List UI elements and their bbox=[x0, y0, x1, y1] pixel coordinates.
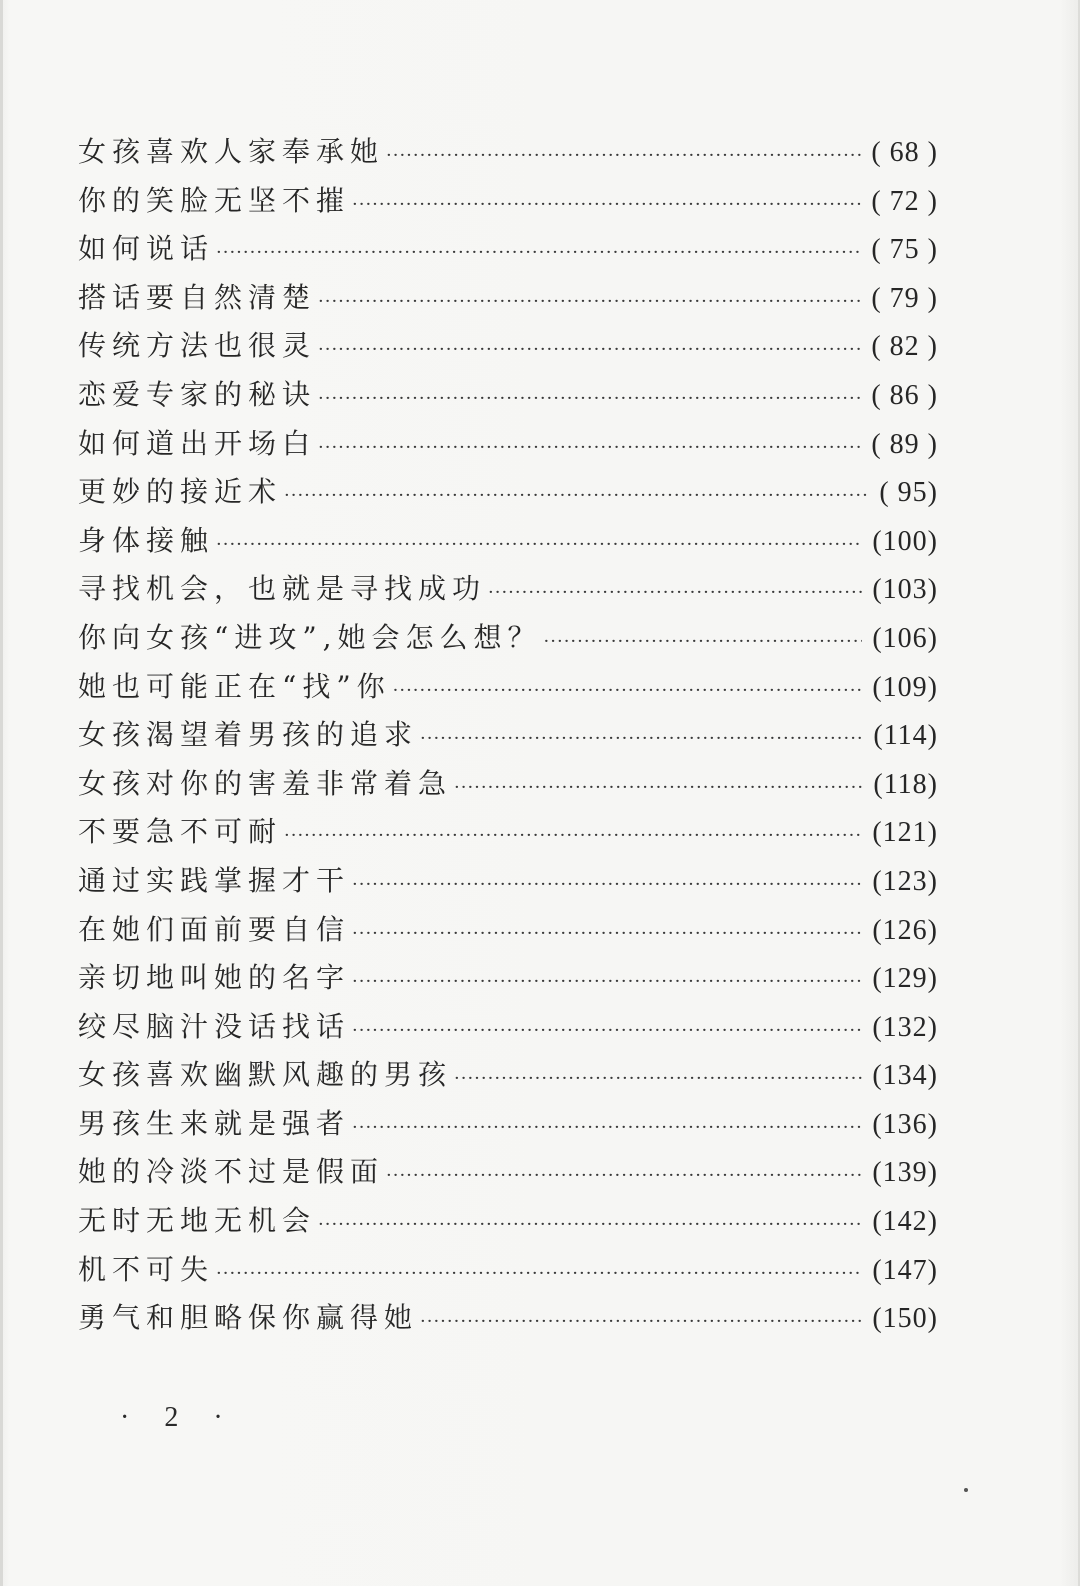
toc-entry-title: 寻找机会，也就是寻找成功 bbox=[78, 572, 487, 606]
toc-entry-title: 女孩喜欢人家奉承她 bbox=[78, 135, 385, 168]
toc-entry-title: 搭话要自然清楚 bbox=[78, 280, 317, 314]
toc-leader-dots bbox=[352, 181, 861, 230]
toc-leader-dots bbox=[284, 472, 869, 521]
toc-entry bbox=[78, 371, 938, 420]
page-number: · 2 · bbox=[120, 1402, 237, 1433]
toc-entry-title: 你向女孩“进攻”,她会怎么想？ bbox=[78, 620, 542, 654]
toc-entry bbox=[78, 614, 938, 663]
toc-entry bbox=[78, 1003, 938, 1052]
toc-leader-dots bbox=[386, 1152, 862, 1201]
toc-entry-title: 在她们面前要自信 bbox=[78, 912, 351, 946]
toc-entry-page: (126) bbox=[872, 914, 938, 946]
toc-entry bbox=[78, 1051, 938, 1100]
toc-entry bbox=[78, 711, 938, 760]
toc-entry-title: 女孩渴望着男孩的追求 bbox=[78, 718, 419, 752]
page-left-edge bbox=[0, 0, 3, 1586]
toc-entry-page: (109) bbox=[872, 671, 938, 703]
toc-entry bbox=[78, 517, 938, 566]
toc-leader-dots bbox=[386, 132, 861, 181]
toc-entry-page: (118) bbox=[873, 768, 938, 800]
toc-leader-dots bbox=[488, 569, 862, 618]
toc-leader-dots bbox=[420, 1298, 862, 1347]
toc-entry-title: 机不可失 bbox=[78, 1252, 215, 1286]
toc-entry-page: ( 79 ) bbox=[871, 282, 938, 314]
toc-entry-page: (132) bbox=[872, 1011, 938, 1043]
toc-entry-page: (114) bbox=[873, 720, 938, 752]
toc-entry-title: 她的冷淡不过是假面 bbox=[78, 1155, 385, 1189]
toc-entry-page: (150) bbox=[872, 1303, 938, 1335]
toc-entry bbox=[78, 225, 938, 274]
toc-entry-title: 她也可能正在“找”你 bbox=[78, 669, 391, 703]
toc-entry-page: (106) bbox=[872, 622, 938, 654]
toc-entry-title: 女孩对你的害羞非常着急 bbox=[78, 766, 453, 800]
toc-entry-title: 你的笑脸无坚不摧 bbox=[78, 183, 351, 217]
toc-entry-title: 恋爱专家的秘诀 bbox=[78, 377, 317, 411]
toc-entry-page: ( 68 ) bbox=[871, 137, 938, 168]
toc-leader-dots bbox=[318, 1201, 862, 1250]
toc-leader-dots bbox=[318, 278, 861, 327]
toc-entry-title: 女孩喜欢幽默风趣的男孩 bbox=[78, 1058, 453, 1092]
toc-entry-title: 不要急不可耐 bbox=[78, 815, 283, 849]
toc-leader-dots bbox=[393, 667, 863, 716]
toc-entry-title: 传统方法也很灵 bbox=[78, 329, 317, 363]
toc-entry-page: (123) bbox=[872, 865, 938, 897]
toc-leader-dots bbox=[216, 1250, 862, 1299]
toc-leader-dots bbox=[544, 618, 863, 667]
toc-leader-dots bbox=[352, 910, 862, 959]
toc-entry-page: ( 82 ) bbox=[871, 331, 938, 363]
toc-entry-page: (142) bbox=[872, 1206, 938, 1238]
toc-leader-dots bbox=[352, 1104, 862, 1153]
toc-entry-page: ( 72 ) bbox=[871, 185, 938, 217]
toc-entry bbox=[78, 663, 938, 712]
toc-entry bbox=[78, 565, 938, 614]
toc-leader-dots bbox=[454, 764, 863, 813]
toc-entry-title: 如何道出开场白 bbox=[78, 426, 317, 460]
toc-entry-page: ( 95) bbox=[879, 477, 938, 509]
toc-entry-page: (100) bbox=[872, 525, 938, 557]
table-of-contents bbox=[78, 128, 938, 1343]
toc-leader-dots bbox=[352, 1007, 862, 1056]
toc-entry-page: (103) bbox=[872, 574, 938, 606]
toc-entry bbox=[78, 274, 938, 323]
toc-entry-title: 无时无地无机会 bbox=[78, 1204, 317, 1238]
toc-entry bbox=[78, 177, 938, 226]
toc-leader-dots bbox=[454, 1055, 862, 1104]
toc-leader-dots bbox=[318, 326, 861, 375]
toc-entry bbox=[78, 1246, 938, 1295]
toc-entry-page: (136) bbox=[872, 1108, 938, 1140]
toc-entry bbox=[78, 954, 938, 1003]
toc-leader-dots bbox=[420, 715, 863, 764]
toc-entry-title: 更妙的接近术 bbox=[78, 475, 283, 509]
toc-leader-dots bbox=[318, 424, 861, 473]
toc-entry-page: ( 75 ) bbox=[871, 234, 938, 266]
toc-entry-title: 身体接触 bbox=[78, 523, 215, 557]
toc-entry bbox=[78, 808, 938, 857]
toc-entry-title: 通过实践掌握才干 bbox=[78, 863, 351, 897]
toc-entry bbox=[78, 760, 938, 809]
toc-entry bbox=[78, 857, 938, 906]
toc-entry bbox=[78, 420, 938, 469]
toc-entry-page: ( 86 ) bbox=[871, 379, 938, 411]
toc-entry-title: 勇气和胆略保你赢得她 bbox=[78, 1301, 419, 1335]
toc-leader-dots bbox=[216, 229, 861, 278]
toc-entry bbox=[78, 1197, 938, 1246]
toc-leader-dots bbox=[352, 861, 862, 910]
toc-entry bbox=[78, 1100, 938, 1149]
toc-entry bbox=[78, 906, 938, 955]
toc-entry bbox=[78, 1294, 938, 1343]
toc-entry-page: (129) bbox=[872, 963, 938, 995]
toc-leader-dots bbox=[216, 521, 862, 570]
toc-leader-dots bbox=[284, 812, 862, 861]
toc-entry bbox=[78, 468, 938, 517]
toc-entry-page: (147) bbox=[872, 1254, 938, 1286]
toc-entry-page: (139) bbox=[872, 1157, 938, 1189]
toc-entry-page: ( 89 ) bbox=[871, 428, 938, 460]
toc-entry-title: 绞尽脑汁没话找话 bbox=[78, 1009, 351, 1043]
toc-entry-title: 男孩生来就是强者 bbox=[78, 1106, 351, 1140]
toc-entry-title: 亲切地叫她的名字 bbox=[78, 961, 351, 995]
toc-entry bbox=[78, 128, 938, 177]
scan-speck bbox=[964, 1488, 968, 1492]
toc-entry bbox=[78, 1148, 938, 1197]
toc-leader-dots bbox=[318, 375, 861, 424]
toc-entry-title: 如何说话 bbox=[78, 232, 215, 266]
toc-leader-dots bbox=[352, 958, 862, 1007]
toc-entry-page: (121) bbox=[872, 817, 938, 849]
toc-entry-page: (134) bbox=[872, 1060, 938, 1092]
toc-entry bbox=[78, 322, 938, 371]
